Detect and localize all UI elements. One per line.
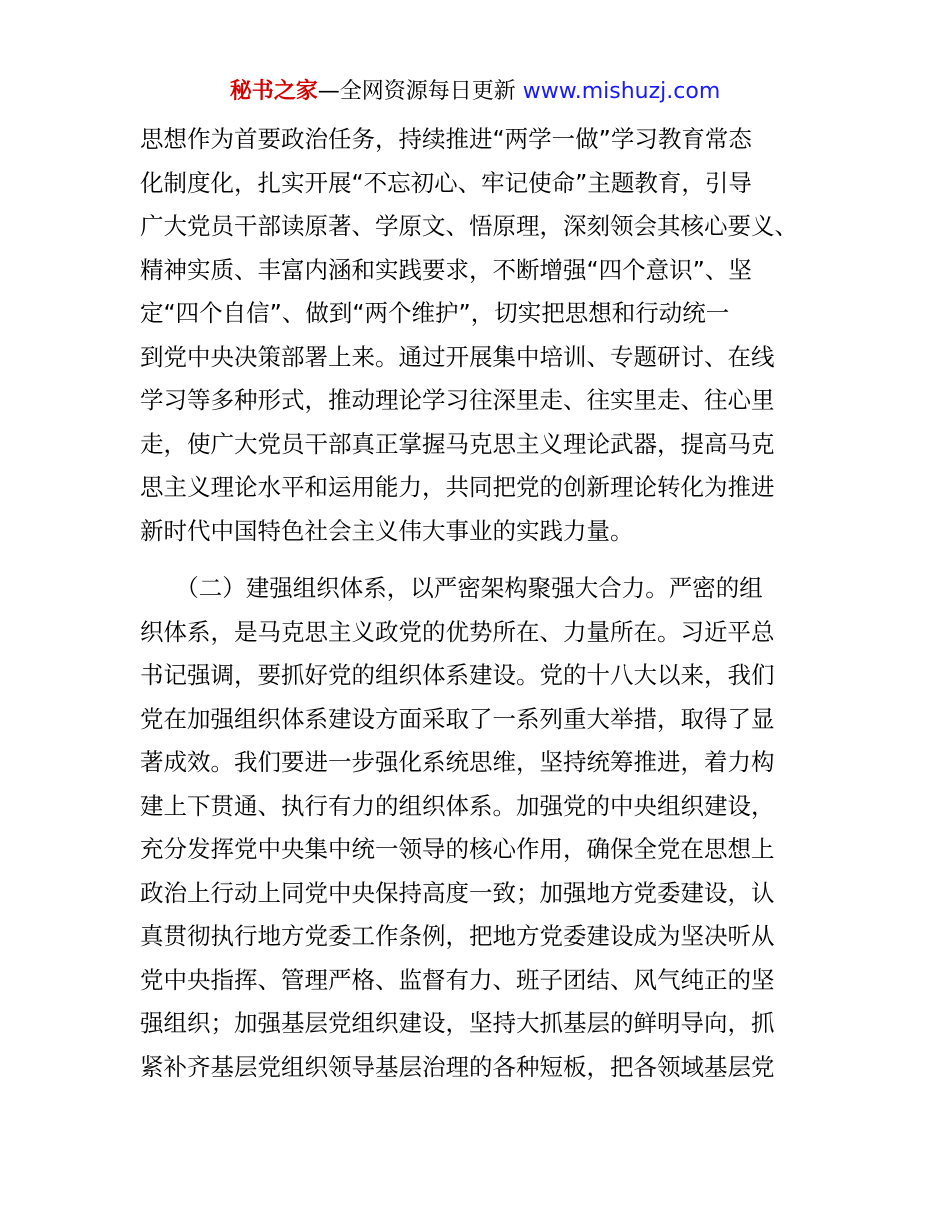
text-line: 强组织；加强基层党组织建设，坚持大抓基层的鲜明导向，抓 (140, 1009, 775, 1037)
header-brand: 秘书之家 (229, 79, 318, 104)
text-line: 政治上行动上同党中央保持高度一致；加强地方党委建设，认 (140, 878, 775, 907)
header-tagline: —全网资源每日更新 (317, 79, 516, 104)
text-line: 思主义理论水平和运用能力，共同把党的创新理论转化为推进 (140, 473, 775, 501)
text-line: 思想作为首要政治任务，持续推进“两学一做”学习教育常态 (140, 125, 752, 153)
text-line: 到党中央决策部署上来。通过开展集中培训、专题研讨、在线 (140, 342, 775, 371)
document-body (140, 118, 830, 1089)
text-line: 新时代中国特色社会主义伟大事业的实践力量。 (140, 516, 634, 545)
paragraph-1 (140, 118, 830, 553)
paragraph-2 (140, 567, 830, 1089)
text-line: 建上下贯通、执行有力的组织体系。加强党的中央组织建设， (140, 791, 775, 820)
text-line: 著成效。我们要进一步强化系统思维，坚持统筹推进，着力构 (140, 748, 775, 776)
text-line: 紧补齐基层党组织领导基层治理的各种短板，把各领域基层党 (140, 1052, 775, 1081)
text-line: 充分发挥党中央集中统一领导的核心作用，确保全党在思想上 (140, 835, 775, 863)
text-line: 走，使广大党员干部真正掌握马克思主义理论武器，提高马克 (140, 429, 775, 458)
text-line: 党在加强组织体系建设方面采取了一系列重大举措，取得了显 (140, 704, 775, 733)
text-line: 定“四个自信”、做到“两个维护”，切实把思想和行动统一 (140, 299, 730, 327)
text-line: 书记强调，要抓好党的组织体系建设。党的十八大以来，我们 (140, 661, 775, 689)
paragraph-spacer (140, 553, 830, 567)
text-line: 学习等多种形式，推动理论学习往深里走、往实里走、往心里 (140, 386, 775, 414)
text-line: （二）建强组织体系，以严密架构聚强大合力。严密的组 (140, 574, 763, 602)
text-line: 真贯彻执行地方党委工作条例，把地方党委建设成为坚决听从 (140, 922, 775, 950)
page-header (0, 76, 950, 108)
text-line: 化制度化，扎实开展“不忘初心、牢记使命”主题教育，引导 (140, 168, 752, 197)
text-line: 广大党员干部读原著、学原文、悟原理，深刻领会其核心要义、 (140, 212, 798, 240)
header-url-link[interactable]: www.mishuzj.com (522, 79, 721, 104)
text-line: 织体系，是马克思主义政党的优势所在、力量所在。习近平总 (140, 617, 775, 646)
text-line: 精神实质、丰富内涵和实践要求，不断增强“四个意识”、坚 (140, 255, 752, 284)
text-line: 党中央指挥、管理严格、监督有力、班子团结、风气纯正的坚 (140, 965, 775, 994)
